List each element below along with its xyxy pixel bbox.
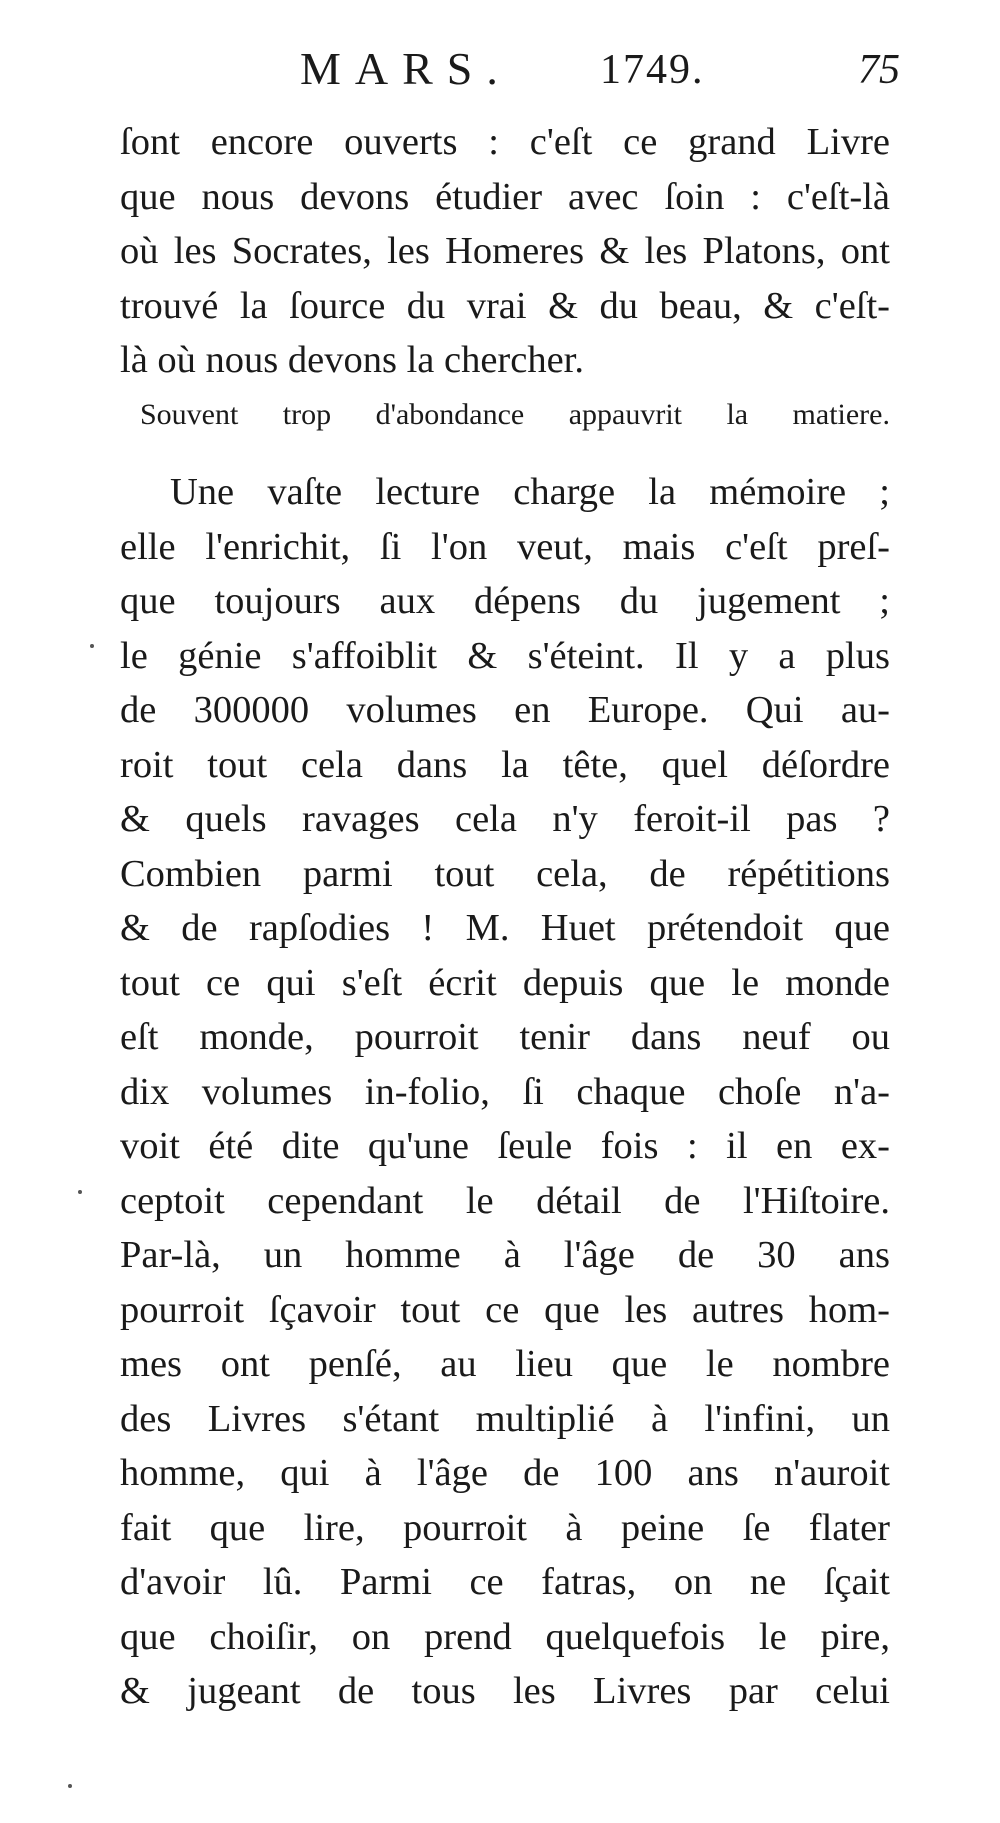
text-line: Une vaſte lecture charge la mémoire ; (170, 471, 890, 513)
text-line: & quels ravages cela n'y feroit-il pas ? (120, 798, 890, 840)
text-line: Combien parmi tout cela, de répétitions (120, 852, 890, 895)
running-head (120, 42, 910, 102)
text-line: où les Socrates, les Homeres & les Platons, ont (120, 230, 890, 272)
ink-speck (68, 1784, 72, 1788)
paragraph-main (120, 465, 890, 1719)
text-line: pourroit ſçavoir tout ce que les autres hom- (120, 1288, 890, 1331)
running-head-year: 1749. (600, 47, 705, 93)
text-line: de 300000 volumes en Europe. Qui au- (120, 689, 890, 731)
ink-speck (90, 644, 94, 648)
text-line: Par-là, un homme à l'âge de 30 ans (120, 1234, 890, 1276)
text-line: fait que lire, pourroit à peine ſe flater (120, 1506, 890, 1549)
text-line: ſont encore ouverts : c'eſt ce grand Livre (120, 121, 890, 163)
text-line: que toujours aux dépens du jugement ; (120, 580, 890, 622)
text-line: & jugeant de tous les Livres par celui (120, 1670, 890, 1712)
text-line: mes ont penſé, au lieu que le nombre (120, 1343, 890, 1385)
text-line: trouvé la ſource du vrai & du beau, & c'eſt- (120, 284, 890, 327)
text-line: roit tout cela dans la tête, quel déſordre (120, 743, 890, 786)
text-line: dix volumes in-folio, ſi chaque choſe n'a- (120, 1070, 890, 1113)
page-number: 75 (858, 47, 900, 93)
ink-speck (78, 1190, 82, 1194)
text-line: que nous devons étudier avec ſoin : c'eſt-là (120, 175, 890, 218)
text-line: tout ce qui s'eſt écrit depuis que le monde (120, 961, 890, 1004)
text-line: ceptoit cependant le détail de l'Hiſtoire. (120, 1179, 890, 1222)
text-line: elle l'enrichit, ſi l'on veut, mais c'eſt preſ- (120, 525, 890, 568)
text-line: que choiſir, on prend quelquefois le pire, (120, 1615, 890, 1658)
text-line: des Livres s'étant multiplié à l'infini, un (120, 1397, 890, 1440)
text-line: & de rapſodies ! M. Huet prétendoit que (120, 907, 890, 949)
text-line: eſt monde, pourroit tenir dans neuf ou (120, 1016, 890, 1058)
running-head-month: MARS. (300, 43, 512, 94)
text-line: là où nous devons la chercher. (120, 339, 584, 381)
text-line: le génie s'affoiblit & s'éteint. Il y a plus (120, 634, 890, 677)
text-line: homme, qui à l'âge de 100 ans n'auroit (120, 1452, 890, 1494)
text-line: d'avoir lû. Parmi ce fatras, on ne ſçait (120, 1561, 890, 1603)
text-line: voit été dite qu'une ſeule fois : il en ex- (120, 1125, 890, 1167)
maxim-heading: Souvent trop d'abondance appauvrit la matiere. (140, 398, 890, 431)
paragraph-continued (120, 115, 890, 388)
